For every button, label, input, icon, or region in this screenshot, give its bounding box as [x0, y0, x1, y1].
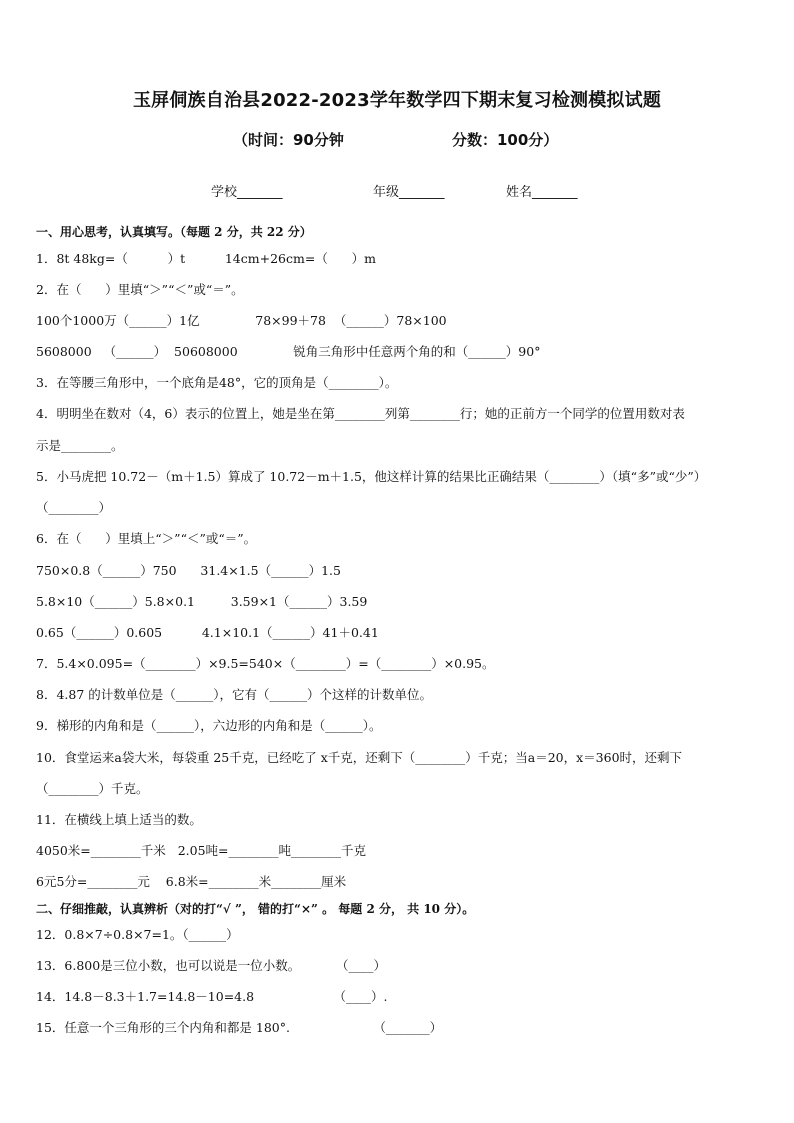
- question-line: 3．在等腰三角形中，一个底角是48°，它的顶角是（________）。: [36, 375, 398, 390]
- question-line: 5.8×10（______）5.8×0.1 3.59×1（______）3.59: [36, 594, 368, 609]
- question-line: 8．4.87 的计数单位是（______），它有（______）个这样的计数单位。: [36, 687, 433, 702]
- question-line: 15．任意一个三角形的三个内角和都是 180°. （_______）: [36, 1020, 443, 1035]
- question-line: 6．在（ ）里填上“＞”“＜”或“＝”。: [36, 531, 257, 546]
- question-line: 12．0.8×7÷0.8×7=1。（______）: [36, 927, 239, 942]
- question-line: 0.65（______）0.605 4.1×10.1（______）41＋0.41: [36, 625, 379, 640]
- question-line: 100个1000万（______）1亿 78×99＋78 （______）78×100: [36, 313, 447, 328]
- question-line: 6元5分=________元 6.8米=________米________厘米: [36, 874, 347, 889]
- section-heading: 二、仔细推敲，认真辨析（对的打“√ ”， 错的打“×” 。 每题 2 分， 共 10 分）。: [36, 902, 475, 916]
- page-title: 玉屏侗族自治县2022-2023学年数学四下期末复习检测模拟试题: [132, 90, 662, 111]
- question-line: 14．14.8－8.3＋1.7=14.8－10=4.8 （____）.: [36, 989, 388, 1004]
- question-line: 7．5.4×0.095=（________）×9.5=540×（________）=（________）×0.95。: [36, 656, 495, 671]
- question-line: 9．梯形的内角和是（______），六边形的内角和是（______）。: [36, 718, 382, 733]
- question-line: 13．6.800是三位小数，也可以说是一位小数。 （____）: [36, 958, 386, 973]
- school-field[interactable]: 学校_______: [211, 185, 283, 200]
- question-line: 5．小马虎把 10.72－（m＋1.5）算成了 10.72－m＋1.5，他这样计算的结果比正确结果（________）（填“多”或“少”）: [36, 469, 707, 484]
- name-field[interactable]: 姓名_______: [506, 185, 578, 200]
- question-line: 示是________。: [36, 438, 124, 453]
- question-line: 750×0.8（______）750 31.4×1.5（______）1.5: [36, 563, 341, 578]
- question-line: 5608000 （______） 50608000 锐角三角形中任意两个角的和（______）90°: [36, 344, 541, 359]
- question-line: 4050米=________千米 2.05吨=________吨________千克: [36, 843, 367, 858]
- exam-time: （时间：90分钟: [233, 131, 344, 149]
- question-line: 10．食堂运来a袋大米，每袋重 25千克，已经吃了 x千克，还剩下（________）千克；当a＝20，x＝360时，还剩下: [36, 750, 683, 765]
- question-line: （________）: [36, 500, 112, 515]
- question-line: （________）千克。: [36, 781, 149, 796]
- question-line: 11．在横线上填上适当的数。: [36, 812, 202, 827]
- section-heading: 一、用心思考，认真填写。（每题 2 分，共 22 分）: [36, 225, 312, 239]
- grade-field[interactable]: 年级_______: [373, 185, 445, 200]
- question-line: 4．明明坐在数对（4，6）表示的位置上，她是坐在第________列第________行；她的正前方一个同学的位置用数对表: [36, 406, 685, 421]
- question-line: 2．在（ ）里填“＞”“＜”或“＝”。: [36, 282, 244, 297]
- question-line: 1．8t 48kg=（ ）t 14cm+26cm=（ ）m: [36, 251, 377, 266]
- exam-score: 分数：100分）: [452, 131, 559, 149]
